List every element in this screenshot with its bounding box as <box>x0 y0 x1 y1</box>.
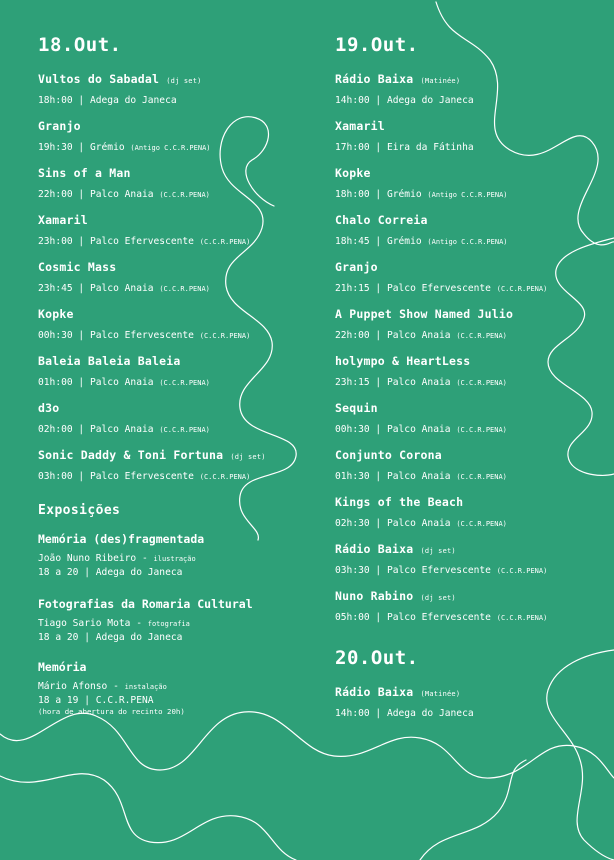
event-name: d3o <box>38 401 60 415</box>
event-item: Kopke 18h:00 | Grémio (Antigo C.C.R.PENA) <box>335 166 508 200</box>
event-venue: Palco Anaia <box>89 283 154 294</box>
event-item: d3o 02h:00 | Palco Anaia (C.C.R.PENA) <box>38 401 210 435</box>
event-venue: Palco Anaia <box>89 377 154 388</box>
event-time: 18h:00 <box>335 189 370 200</box>
event-name: Sins of a Man <box>38 166 131 180</box>
venue-note: (C.C.R.PENA) <box>456 520 507 528</box>
exhibition-place: Adega do Janeca <box>95 632 183 643</box>
event-time: 23h:15 <box>335 377 370 388</box>
event-item: Rádio Baixa (dj set) 03h:30 | Palco Efervescente (C.C.R.PENA) <box>335 542 548 576</box>
event-item: Cosmic Mass 23h:45 | Palco Anaia (C.C.R.PENA) <box>38 260 210 294</box>
event-time: 17h:00 <box>335 142 370 153</box>
event-time: 01h:00 <box>38 377 73 388</box>
event-time: 23h:00 <box>38 236 73 247</box>
event-name: Baleia Baleia Baleia <box>38 354 181 368</box>
event-tag: (dj set) <box>420 594 456 602</box>
event-venue: Palco Anaia <box>89 189 154 200</box>
event-name: Kopke <box>335 166 371 180</box>
event-venue: Adega do Janeca <box>386 708 474 719</box>
event-tag: (dj set) <box>230 453 266 461</box>
event-venue: Palco Efervescente <box>386 283 491 294</box>
venue-note: (C.C.R.PENA) <box>159 379 210 387</box>
event-time: 02h:00 <box>38 424 73 435</box>
event-venue: Palco Efervescente <box>89 471 194 482</box>
event-name: Vultos do Sabadal <box>38 72 160 86</box>
exhibition-title: Fotografias da Romaria Cultural <box>38 597 253 611</box>
event-time: 19h:30 <box>38 142 73 153</box>
event-venue: Palco Efervescente <box>89 236 194 247</box>
event-name: Kopke <box>38 307 74 321</box>
exhibition-place: Adega do Janeca <box>95 567 183 578</box>
event-tag: (Matinée) <box>420 77 461 85</box>
event-name: Sequin <box>335 401 378 415</box>
venue-note: (C.C.R.PENA) <box>456 379 507 387</box>
exhibition-dates: 18 a 20 <box>38 632 79 643</box>
event-time: 00h:30 <box>38 330 73 341</box>
event-name: Granjo <box>335 260 378 274</box>
event-venue: Palco Anaia <box>386 471 451 482</box>
venue-note: (C.C.R.PENA) <box>159 285 210 293</box>
day-19-title: 19.Out. <box>335 34 419 56</box>
exhibition-title: Memória <box>38 660 87 674</box>
venue-note: (C.C.R.PENA) <box>159 426 210 434</box>
event-item: Sins of a Man 22h:00 | Palco Anaia (C.C.R.PENA) <box>38 166 210 200</box>
event-name: Rádio Baixa <box>335 542 414 556</box>
event-name: Granjo <box>38 119 81 133</box>
event-time: 14h:00 <box>335 95 370 106</box>
event-time: 00h:30 <box>335 424 370 435</box>
event-item: Rádio Baixa (Matinée) 14h:00 | Adega do Janeca <box>335 72 474 106</box>
event-item: Vultos do Sabadal (dj set) 18h:00 | Adega do Janeca <box>38 72 202 106</box>
event-time: 03h:30 <box>335 565 370 576</box>
exhibition-title: Memória (des)fragmentada <box>38 532 205 546</box>
event-time: 02h:30 <box>335 518 370 529</box>
venue-note: (Antigo C.C.R.PENA) <box>130 144 211 152</box>
event-name: Conjunto Corona <box>335 448 442 462</box>
event-venue: Palco Anaia <box>386 330 451 341</box>
event-name: Xamaril <box>38 213 88 227</box>
exhibition-item: Memória (des)fragmentada João Nuno Ribeiro - ilustração 18 a 20 | Adega do Janeca <box>38 532 205 578</box>
exhibition-item: Memória Mário Afonso - instalação 18 a 19 | C.C.R.PENA (hora de abertura do recinto 20h) <box>38 660 185 716</box>
venue-note: (C.C.R.PENA) <box>496 614 548 622</box>
event-time: 14h:00 <box>335 708 370 719</box>
venue-note: (C.C.R.PENA) <box>496 285 548 293</box>
event-venue: Palco Anaia <box>89 424 154 435</box>
event-item: Rádio Baixa (Matinée) 14h:00 | Adega do Janeca <box>335 685 474 719</box>
exhibition-author: João Nuno Ribeiro <box>38 553 137 564</box>
event-item: Kings of the Beach 02h:30 | Palco Anaia (C.C.R.PENA) <box>335 495 507 529</box>
event-venue: Palco Anaia <box>386 377 451 388</box>
event-venue: Palco Efervescente <box>386 565 491 576</box>
event-item: Granjo 21h:15 | Palco Efervescente (C.C.R.PENA) <box>335 260 548 294</box>
venue-note: (C.C.R.PENA) <box>199 473 251 481</box>
event-venue: Adega do Janeca <box>89 95 177 106</box>
event-name: holympo & HeartLess <box>335 354 471 368</box>
event-time: 05h:00 <box>335 612 370 623</box>
event-time: 18h:45 <box>335 236 370 247</box>
event-name: Cosmic Mass <box>38 260 117 274</box>
venue-note: (C.C.R.PENA) <box>159 191 210 199</box>
event-name: Nuno Rabino <box>335 589 414 603</box>
event-name: Chalo Correia <box>335 213 428 227</box>
event-venue: Eira da Fátinha <box>386 142 474 153</box>
exhibition-kind: instalação <box>124 683 167 691</box>
venue-note: (C.C.R.PENA) <box>199 238 251 246</box>
exhibition-kind: ilustração <box>153 555 196 563</box>
venue-note: (C.C.R.PENA) <box>456 426 507 434</box>
event-item: Chalo Correia 18h:45 | Grémio (Antigo C.C.R.PENA) <box>335 213 508 247</box>
exhibition-item: Fotografias da Romaria Cultural Tiago Sario Mota - fotografia 18 a 20 | Adega do Janeca <box>38 597 253 643</box>
event-item: Nuno Rabino (dj set) 05h:00 | Palco Efervescente (C.C.R.PENA) <box>335 589 548 623</box>
event-venue: Palco Efervescente <box>386 612 491 623</box>
exhibition-author: Mário Afonso <box>38 681 108 692</box>
event-venue: Grémio <box>89 142 125 153</box>
exhibition-place: C.C.R.PENA <box>95 695 154 706</box>
event-name: Rádio Baixa <box>335 685 414 699</box>
exhibition-dates: 18 a 19 <box>38 695 79 706</box>
venue-note: (Antigo C.C.R.PENA) <box>427 191 508 199</box>
event-venue: Palco Anaia <box>386 518 451 529</box>
event-item: Xamaril 17h:00 | Eira da Fátinha <box>335 119 474 153</box>
event-name: Rádio Baixa <box>335 72 414 86</box>
exhibitions-title: Exposições <box>38 503 121 518</box>
event-time: 18h:00 <box>38 95 73 106</box>
event-venue: Palco Efervescente <box>89 330 194 341</box>
event-item: A Puppet Show Named Julio 22h:00 | Palco Anaia (C.C.R.PENA) <box>335 307 514 341</box>
exhibition-note: (hora de abertura do recinto 20h) <box>38 707 185 716</box>
event-name: Sonic Daddy & Toni Fortuna <box>38 448 224 462</box>
venue-note: (C.C.R.PENA) <box>456 332 507 340</box>
event-name: A Puppet Show Named Julio <box>335 307 514 321</box>
event-item: Sequin 00h:30 | Palco Anaia (C.C.R.PENA) <box>335 401 507 435</box>
event-time: 03h:00 <box>38 471 73 482</box>
event-time: 22h:00 <box>335 330 370 341</box>
event-venue: Adega do Janeca <box>386 95 474 106</box>
venue-note: (C.C.R.PENA) <box>456 473 507 481</box>
event-name: Kings of the Beach <box>335 495 464 509</box>
event-venue: Palco Anaia <box>386 424 451 435</box>
event-tag: (dj set) <box>166 77 202 85</box>
event-tag: (Matinée) <box>420 690 461 698</box>
event-item: holympo & HeartLess 23h:15 | Palco Anaia (C.C.R.PENA) <box>335 354 507 388</box>
event-item: Kopke 00h:30 | Palco Efervescente (C.C.R.PENA) <box>38 307 251 341</box>
event-time: 22h:00 <box>38 189 73 200</box>
event-time: 21h:15 <box>335 283 370 294</box>
event-name: Xamaril <box>335 119 385 133</box>
event-venue: Grémio <box>386 236 422 247</box>
event-item: Granjo 19h:30 | Grémio (Antigo C.C.R.PENA) <box>38 119 211 153</box>
event-item: Conjunto Corona 01h:30 | Palco Anaia (C.C.R.PENA) <box>335 448 507 482</box>
day-18-title: 18.Out. <box>38 34 122 56</box>
event-item: Baleia Baleia Baleia 01h:00 | Palco Anaia (C.C.R.PENA) <box>38 354 210 388</box>
event-time: 23h:45 <box>38 283 73 294</box>
event-time: 01h:30 <box>335 471 370 482</box>
exhibition-author: Tiago Sario Mota <box>38 618 131 629</box>
venue-note: (C.C.R.PENA) <box>199 332 251 340</box>
event-item: Xamaril 23h:00 | Palco Efervescente (C.C.R.PENA) <box>38 213 251 247</box>
exhibition-dates: 18 a 20 <box>38 567 79 578</box>
event-venue: Grémio <box>386 189 422 200</box>
venue-note: (Antigo C.C.R.PENA) <box>427 238 508 246</box>
day-20-title: 20.Out. <box>335 647 419 669</box>
venue-note: (C.C.R.PENA) <box>496 567 548 575</box>
event-tag: (dj set) <box>420 547 456 555</box>
exhibition-kind: fotografia <box>147 620 190 628</box>
event-item: Sonic Daddy & Toni Fortuna (dj set) 03h:00 | Palco Efervescente (C.C.R.PENA) <box>38 448 266 482</box>
